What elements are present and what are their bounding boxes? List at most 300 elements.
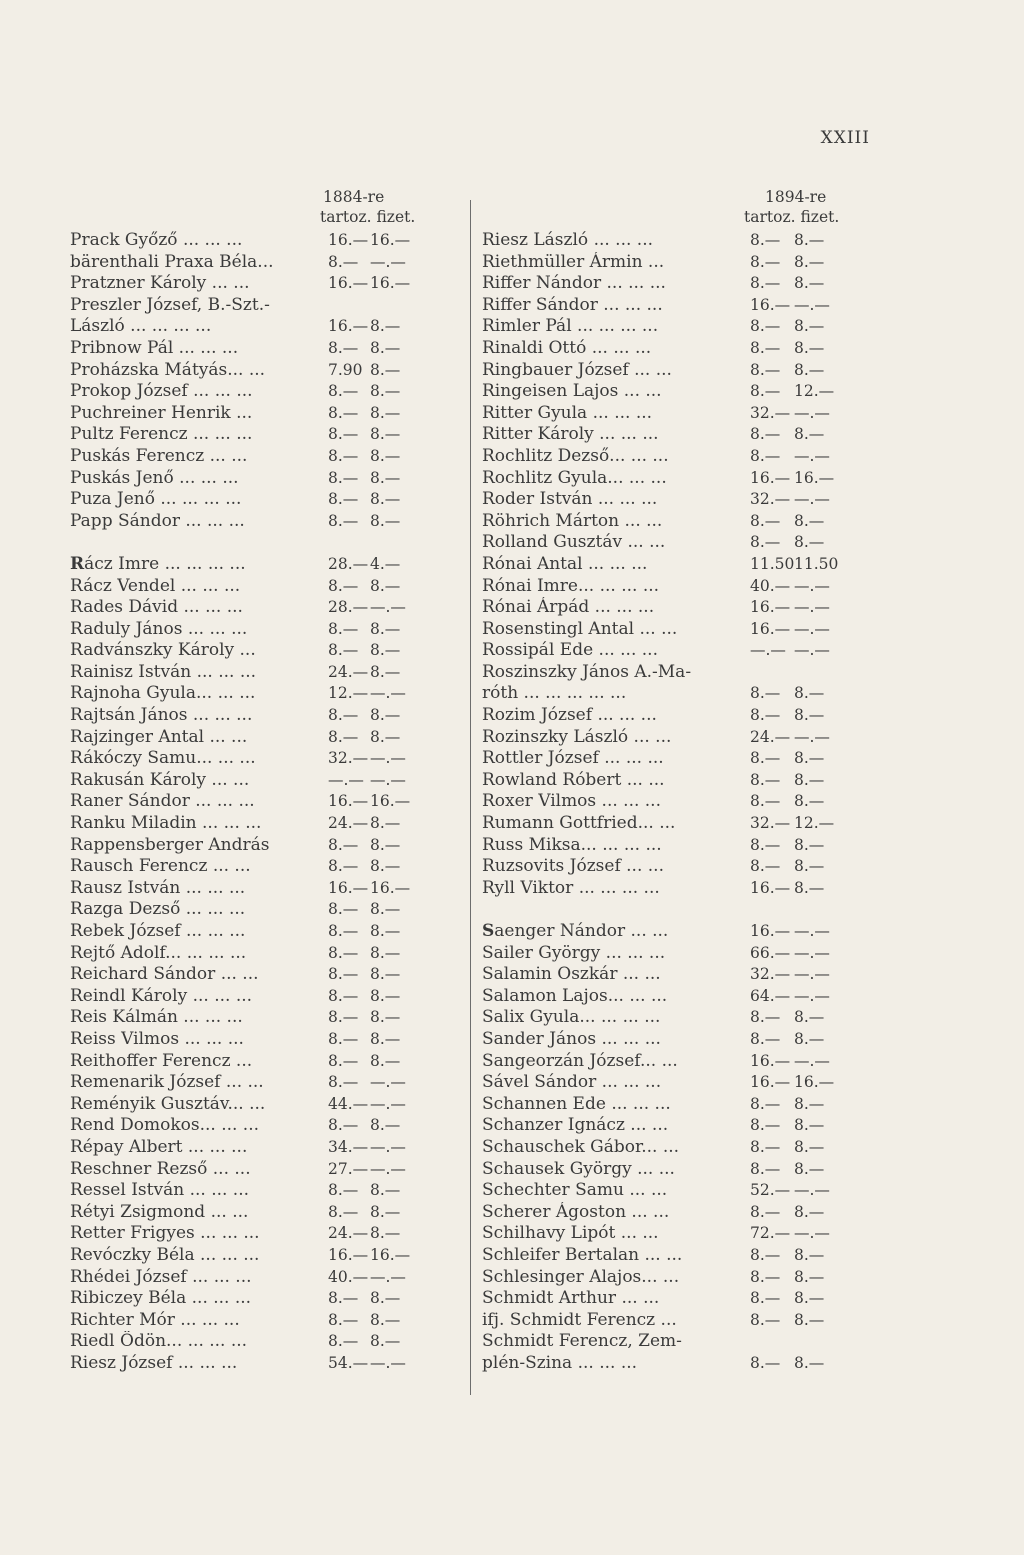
amount-due: 16.—	[750, 878, 791, 897]
member-name: Papp Sándor ... ... ...	[70, 510, 245, 531]
amount-paid: —.—	[794, 598, 830, 617]
member-name: Rend Domokos... ... ...	[70, 1115, 260, 1136]
member-name: Rajnoha Gyula... ... ...	[70, 683, 256, 704]
amount-paid: —.—	[370, 770, 406, 789]
amount-paid: 8.—	[794, 878, 825, 897]
amount-due: 52.—	[750, 1181, 791, 1200]
list-item	[70, 230, 465, 252]
amount-due: 8.—	[328, 1051, 359, 1070]
amount-due: 8.—	[328, 1332, 359, 1351]
amount-due: 8.—	[750, 1202, 781, 1221]
right-member-list	[482, 230, 874, 1374]
amount-due: 8.—	[750, 1116, 781, 1135]
list-item	[482, 446, 874, 468]
member-name: Raner Sándor ... ... ...	[70, 791, 255, 812]
member-name: Scherer Ágoston ... ...	[482, 1201, 670, 1222]
member-name: Radvánszky Károly ...	[70, 640, 256, 661]
member-name: Schlesinger Alajos... ...	[482, 1266, 680, 1287]
amount-paid: —.—	[370, 1073, 406, 1092]
list-item	[482, 1159, 874, 1181]
amount-paid: 8.—	[370, 446, 401, 465]
list-item	[70, 964, 465, 986]
amount-paid: 8.—	[794, 792, 825, 811]
amount-due: 16.—	[328, 1245, 369, 1264]
member-name: Ritter Károly ... ... ...	[482, 424, 659, 445]
member-name: Sailer György ... ... ...	[482, 942, 666, 963]
list-item	[70, 532, 465, 554]
list-item	[70, 338, 465, 360]
member-name: Reichard Sándor ... ...	[70, 964, 259, 985]
member-name: Rainisz István ... ... ...	[70, 661, 257, 682]
amount-paid: 16.—	[794, 1073, 835, 1092]
member-name: Rhédei József ... ... ...	[70, 1266, 252, 1287]
amount-due: 16.—	[328, 231, 369, 249]
list-item	[70, 1137, 465, 1159]
amount-due: 16.—	[750, 598, 791, 617]
member-name: Schmidt Ferencz, Zem-	[482, 1331, 682, 1352]
member-name: róth ... ... ... ... ...	[482, 683, 627, 704]
amount-paid: —.—	[370, 1159, 406, 1178]
amount-due: 24.—	[328, 1224, 369, 1243]
amount-due: 32.—	[750, 965, 791, 984]
amount-paid: —.—	[794, 1224, 830, 1243]
amount-paid: 8.—	[370, 425, 401, 444]
amount-paid: 8.—	[794, 1245, 825, 1264]
amount-due: 8.—	[750, 770, 781, 789]
amount-paid: 8.—	[370, 1008, 401, 1027]
amount-paid: 8.—	[370, 641, 401, 660]
member-name: Reiss Vilmos ... ... ...	[70, 1028, 244, 1049]
member-name: plén-Szina ... ... ...	[482, 1352, 638, 1373]
list-item	[70, 316, 465, 338]
amount-paid: —.—	[794, 403, 830, 422]
member-name: Reithoffer Ferencz ...	[70, 1050, 253, 1071]
amount-due: 16.—	[328, 317, 369, 336]
list-item	[70, 554, 465, 576]
amount-due: 8.—	[328, 619, 359, 638]
amount-due: 8.—	[750, 1289, 781, 1308]
list-item	[70, 1331, 465, 1353]
member-name: Salamin Oszkár ... ...	[482, 964, 661, 985]
amount-due: 8.—	[750, 317, 781, 336]
member-name: László ... ... ... ...	[70, 316, 212, 337]
amount-due: 8.—	[750, 446, 781, 465]
amount-due: 8.—	[328, 965, 359, 984]
member-name: Prokop József ... ... ...	[70, 381, 253, 402]
list-item	[482, 1310, 874, 1332]
list-item	[70, 1115, 465, 1137]
amount-due: 8.—	[328, 511, 359, 530]
amount-paid: 8.—	[794, 1289, 825, 1308]
amount-due: 8.—	[328, 446, 359, 465]
member-name: Roxer Vilmos ... ... ...	[482, 791, 661, 812]
amount-paid: 8.—	[794, 317, 825, 336]
list-item	[482, 943, 874, 965]
member-name: Puskás Jenő ... ... ...	[70, 467, 239, 488]
member-name: Rochlitz Dezső... ... ...	[482, 445, 669, 466]
member-name: Reis Kálmán ... ... ...	[70, 1007, 243, 1028]
amount-paid: 8.—	[794, 511, 825, 530]
list-item	[482, 338, 874, 360]
amount-due: 8.—	[328, 922, 359, 940]
amount-paid: 16.—	[794, 468, 835, 487]
list-item	[70, 748, 465, 770]
amount-paid: 8.—	[370, 360, 401, 379]
amount-due: 8.—	[328, 900, 359, 919]
amount-paid: —.—	[794, 576, 830, 595]
amount-paid: 8.—	[794, 533, 825, 552]
amount-due: 16.—	[328, 792, 369, 811]
member-name: Répay Albert ... ... ...	[70, 1136, 248, 1157]
amount-paid: 8.—	[370, 965, 401, 984]
amount-paid: 8.—	[370, 1332, 401, 1351]
amount-paid: 8.—	[794, 1310, 825, 1329]
amount-paid: 8.—	[794, 1116, 825, 1135]
amount-paid: 8.—	[794, 360, 825, 379]
amount-due: 8.—	[328, 943, 359, 962]
member-name: Sável Sándor ... ... ...	[482, 1072, 662, 1093]
member-name: Rákóczy Samu... ... ...	[70, 748, 256, 769]
amount-due: 32.—	[328, 749, 369, 768]
list-item	[70, 705, 465, 727]
right-header-year: 1894-re	[765, 188, 827, 206]
amount-due: 8.—	[328, 641, 359, 660]
amount-paid: 8.—	[794, 1008, 825, 1027]
amount-paid: —.—	[794, 1051, 830, 1070]
member-name: Russ Miksa... ... ... ...	[482, 834, 662, 855]
amount-paid: —.—	[794, 641, 830, 660]
list-item	[482, 986, 874, 1008]
list-item	[70, 511, 465, 533]
right-header-sub: tartoz. fizet.	[744, 208, 840, 226]
member-name: Riesz László ... ... ...	[482, 230, 654, 250]
amount-paid: —.—	[370, 749, 406, 768]
list-item	[70, 424, 465, 446]
list-item	[70, 986, 465, 1008]
amount-paid: 8.—	[794, 425, 825, 444]
member-name: Reschner Rezső ... ...	[70, 1158, 251, 1179]
list-item	[70, 381, 465, 403]
member-name: Rácz Imre ... ... ... ...	[70, 553, 246, 574]
list-item	[70, 835, 465, 857]
right-column	[482, 188, 874, 1374]
member-name: Proházska Mátyás... ...	[70, 359, 266, 380]
amount-paid: 8.—	[794, 770, 825, 789]
amount-due: 8.—	[328, 468, 359, 487]
amount-due: 34.—	[328, 1137, 369, 1156]
amount-paid: 8.—	[794, 835, 825, 854]
amount-paid: —.—	[370, 1137, 406, 1156]
list-item	[482, 727, 874, 749]
list-item	[482, 511, 874, 533]
list-item	[482, 1137, 874, 1159]
list-item	[482, 252, 874, 274]
list-item	[482, 835, 874, 857]
list-item	[70, 1029, 465, 1051]
amount-paid: —.—	[794, 490, 830, 509]
amount-due: 8.—	[328, 727, 359, 746]
list-item	[70, 921, 465, 943]
amount-due: 24.—	[750, 727, 791, 746]
member-name: Ribiczey Béla ... ... ...	[70, 1288, 252, 1309]
amount-due: 16.—	[750, 468, 791, 487]
amount-paid: 8.—	[370, 1181, 401, 1200]
amount-paid: 8.—	[794, 274, 825, 293]
member-name: Razga Dezső ... ... ...	[70, 899, 246, 920]
member-name: Schmidt Arthur ... ...	[482, 1288, 660, 1309]
list-item	[70, 727, 465, 749]
amount-due: 8.—	[328, 835, 359, 854]
member-name: Pultz Ferencz ... ... ...	[70, 424, 253, 445]
member-name: Puchreiner Henrik ...	[70, 402, 253, 423]
list-item	[70, 1223, 465, 1245]
amount-due: 28.—	[328, 554, 369, 573]
amount-due: 11.50	[750, 554, 795, 573]
list-item	[482, 1267, 874, 1289]
amount-paid: 8.—	[794, 338, 825, 357]
member-name: Schanzer Ignácz ... ...	[482, 1115, 669, 1136]
amount-due: 16.—	[750, 295, 791, 314]
amount-paid: 11.50	[794, 554, 839, 573]
left-header-sub: tartoz. fizet.	[320, 208, 416, 226]
list-item	[70, 878, 465, 900]
amount-due: 8.—	[750, 1137, 781, 1156]
list-item	[70, 273, 465, 295]
amount-paid: 16.—	[370, 231, 411, 249]
list-item	[70, 1180, 465, 1202]
member-name: Pribnow Pál ... ... ...	[70, 337, 239, 358]
member-name: Rónai Árpád ... ... ...	[482, 597, 655, 618]
member-name: Preszler József, B.-Szt.-	[70, 294, 270, 315]
list-item	[482, 1007, 874, 1029]
amount-paid: —.—	[370, 1094, 406, 1113]
member-name: Rimler Pál ... ... ... ...	[482, 316, 659, 337]
member-name: Riethmüller Ármin ...	[482, 251, 665, 272]
amount-paid: 8.—	[370, 1224, 401, 1243]
list-item	[482, 791, 874, 813]
list-item	[70, 683, 465, 705]
list-item	[482, 468, 874, 490]
member-name: Salamon Lajos... ... ...	[482, 985, 668, 1006]
amount-paid: 8.—	[794, 231, 825, 249]
list-item	[482, 1029, 874, 1051]
amount-paid: —.—	[370, 1267, 406, 1286]
amount-paid: 16.—	[370, 792, 411, 811]
amount-due: 8.—	[750, 835, 781, 854]
amount-paid: 8.—	[370, 317, 401, 336]
amount-due: 8.—	[750, 684, 781, 703]
amount-paid: —.—	[794, 727, 830, 746]
amount-due: 24.—	[328, 814, 369, 833]
amount-paid: 8.—	[370, 403, 401, 422]
list-item	[70, 403, 465, 425]
list-item	[482, 921, 874, 943]
amount-due: 8.—	[750, 511, 781, 530]
amount-paid: 8.—	[370, 1029, 401, 1048]
list-item	[70, 1159, 465, 1181]
amount-paid: 8.—	[370, 706, 401, 725]
amount-paid: 8.—	[794, 1202, 825, 1221]
member-name: Röhrich Márton ... ...	[482, 510, 663, 531]
list-item	[482, 662, 874, 684]
member-name: Rinaldi Ottó ... ... ...	[482, 337, 652, 358]
member-name: Rochlitz Gyula... ... ...	[482, 467, 667, 488]
amount-paid: 16.—	[370, 274, 411, 293]
list-item	[70, 446, 465, 468]
member-name: Schauschek Gábor... ...	[482, 1136, 680, 1157]
amount-due: 72.—	[750, 1224, 791, 1243]
amount-due: 8.—	[328, 425, 359, 444]
amount-due: 8.—	[750, 1008, 781, 1027]
member-name: Riffer Nándor ... ... ...	[482, 273, 666, 294]
list-item	[482, 424, 874, 446]
list-item	[70, 856, 465, 878]
member-name: Schannen Ede ... ... ...	[482, 1093, 671, 1114]
amount-paid: 8.—	[370, 1116, 401, 1135]
amount-paid: —.—	[794, 986, 830, 1005]
list-item	[482, 1223, 874, 1245]
amount-due: 27.—	[328, 1159, 369, 1178]
amount-due: 16.—	[750, 922, 791, 940]
member-name: Rozim József ... ... ...	[482, 705, 657, 726]
member-name: Rottler József ... ... ...	[482, 748, 664, 769]
amount-paid: 8.—	[370, 922, 401, 940]
amount-due: 8.—	[750, 857, 781, 876]
amount-due: 8.—	[328, 857, 359, 876]
list-item	[70, 619, 465, 641]
amount-due: 8.—	[750, 1353, 781, 1372]
list-item	[482, 403, 874, 425]
member-name: Revóczky Béla ... ... ...	[70, 1244, 260, 1265]
list-item	[482, 295, 874, 317]
list-item	[482, 1202, 874, 1224]
member-name: Remenarik József ... ...	[70, 1072, 264, 1093]
amount-paid: —.—	[794, 965, 830, 984]
list-item	[70, 1310, 465, 1332]
amount-due: 32.—	[750, 814, 791, 833]
list-item	[482, 360, 874, 382]
member-name: Riedl Ödön... ... ... ...	[70, 1331, 248, 1352]
amount-due: 8.—	[750, 360, 781, 379]
amount-due: 8.—	[328, 403, 359, 422]
list-item	[482, 1072, 874, 1094]
member-name: Sangeorzán József... ...	[482, 1050, 678, 1071]
amount-paid: 8.—	[794, 1159, 825, 1178]
amount-due: 8.—	[328, 252, 359, 271]
amount-paid: 8.—	[794, 684, 825, 703]
list-item	[70, 1245, 465, 1267]
member-name: Prack Győző ... ... ...	[70, 230, 243, 250]
amount-due: 8.—	[750, 1159, 781, 1178]
member-name: Sander János ... ... ...	[482, 1028, 661, 1049]
amount-due: 8.—	[328, 1008, 359, 1027]
amount-paid: 4.—	[370, 554, 401, 573]
list-item	[482, 576, 874, 598]
amount-paid: —.—	[370, 252, 406, 271]
amount-due: 8.—	[750, 1029, 781, 1048]
amount-due: 54.—	[328, 1353, 369, 1372]
amount-paid: —.—	[370, 598, 406, 617]
amount-paid: 8.—	[794, 1353, 825, 1372]
member-name: Schausek György ... ...	[482, 1158, 675, 1179]
member-name: Ressel István ... ... ...	[70, 1180, 250, 1201]
amount-paid: —.—	[794, 922, 830, 940]
member-name: Ritter Gyula ... ... ...	[482, 402, 653, 423]
member-name: Rakusán Károly ... ...	[70, 769, 250, 790]
amount-paid: 12.—	[794, 382, 835, 401]
member-name: Rejtő Adolf... ... ... ...	[70, 942, 247, 963]
amount-due: 8.—	[750, 706, 781, 725]
amount-paid: 8.—	[370, 511, 401, 530]
member-name: Schechter Samu ... ...	[482, 1180, 668, 1201]
member-name: Richter Mór ... ... ...	[70, 1309, 240, 1330]
amount-due: 8.—	[328, 1181, 359, 1200]
amount-due: 16.—	[328, 878, 369, 897]
amount-due: 8.—	[328, 576, 359, 595]
amount-due: 16.—	[750, 1051, 791, 1070]
amount-due: 32.—	[750, 490, 791, 509]
member-name: Puskás Ferencz ... ...	[70, 445, 248, 466]
list-item	[70, 489, 465, 511]
list-item	[482, 813, 874, 835]
member-name: Rónai Imre... ... ... ...	[482, 575, 660, 596]
list-item	[70, 1072, 465, 1094]
list-item	[70, 1353, 465, 1375]
list-item	[482, 1115, 874, 1137]
amount-due: 16.—	[328, 274, 369, 293]
amount-paid: —.—	[794, 295, 830, 314]
amount-due: 8.—	[328, 1029, 359, 1048]
list-item	[482, 1094, 874, 1116]
left-member-list	[70, 230, 465, 1374]
amount-due: 16.—	[750, 619, 791, 638]
left-column	[70, 188, 465, 1374]
amount-paid: 8.—	[794, 1029, 825, 1048]
member-name: bärenthali Praxa Béla...	[70, 251, 274, 272]
amount-due: 8.—	[750, 425, 781, 444]
amount-due: 32.—	[750, 403, 791, 422]
member-name: Rétyi Zsigmond ... ...	[70, 1201, 249, 1222]
member-name: ifj. Schmidt Ferencz ...	[482, 1309, 677, 1330]
amount-paid: 16.—	[370, 878, 411, 897]
amount-due: 44.—	[328, 1094, 369, 1113]
amount-due: 28.—	[328, 598, 369, 617]
member-name: Schleifer Bertalan ... ...	[482, 1244, 683, 1265]
amount-due: 8.—	[750, 1310, 781, 1329]
list-item	[482, 748, 874, 770]
amount-paid: 8.—	[370, 490, 401, 509]
list-item	[482, 640, 874, 662]
list-item	[70, 662, 465, 684]
list-item	[482, 489, 874, 511]
list-item	[482, 554, 874, 576]
member-name: Retter Frigyes ... ... ...	[70, 1223, 260, 1244]
amount-due: 8.—	[750, 274, 781, 293]
member-name: Ryll Viktor ... ... ... ...	[482, 877, 660, 898]
member-name: Rades Dávid ... ... ...	[70, 597, 243, 618]
list-item	[70, 899, 465, 921]
amount-due: 8.—	[750, 252, 781, 271]
amount-paid: 8.—	[370, 857, 401, 876]
list-item	[482, 1331, 874, 1353]
list-item	[70, 295, 465, 317]
list-item	[482, 316, 874, 338]
amount-paid: 8.—	[370, 1289, 401, 1308]
list-item	[70, 576, 465, 598]
amount-due: 8.—	[750, 1245, 781, 1264]
list-item	[70, 813, 465, 835]
member-name: Rácz Vendel ... ... ...	[70, 575, 241, 596]
